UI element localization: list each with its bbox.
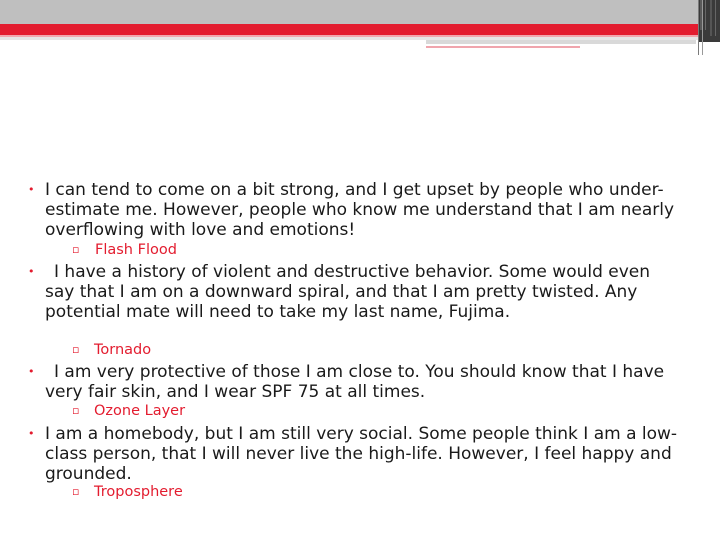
bullet-marker: • xyxy=(28,427,35,440)
corner-stripe xyxy=(705,0,706,30)
header-red-tail xyxy=(426,46,580,48)
bullet-text: I am very protective of those I am close to. You should know that I have very fair skin, and I wear SPF 75 at all times. xyxy=(45,362,665,402)
bullet-item xyxy=(24,180,674,240)
sub-bullet-text: Troposphere xyxy=(94,484,183,500)
sub-bullet-text: Flash Flood xyxy=(95,242,177,258)
corner-line xyxy=(702,0,703,55)
bullet-marker: • xyxy=(28,365,35,378)
header-grey-bar xyxy=(0,0,698,24)
sub-bullet-marker: ▫ xyxy=(72,404,80,417)
bullet-text: I am a homebody, but I am still very social. Some people think I am a low-class person, that I will never live the high-life. However, I feel happy and grounded. xyxy=(45,424,678,484)
header-grey-tail xyxy=(426,40,696,44)
corner-stripe xyxy=(715,0,716,36)
sub-bullet-text: Ozone Layer xyxy=(94,403,186,419)
bullet-marker: • xyxy=(28,183,35,196)
sub-bullet-text: Tornado xyxy=(94,342,152,358)
sub-bullet-marker: ▫ xyxy=(72,485,80,498)
bullet-item xyxy=(24,262,674,322)
sub-bullet-marker: ▫ xyxy=(72,343,80,356)
sub-bullet-marker: ▫ xyxy=(72,243,80,256)
corner-stripe xyxy=(710,0,712,36)
bullet-text: I have a history of violent and destructive behavior. Some would even say that I am on a downward spiral, and that I am pretty twisted. Any potential mate will need to take my last name, Fujima. xyxy=(45,262,651,322)
header-red-bar xyxy=(0,24,698,35)
corner-line xyxy=(698,0,699,55)
bullet-text: I can tend to come on a bit strong, and I get upset by people who under-estimate me. However, people who know me understand that I am nearly overflowing with love and emotions! xyxy=(45,180,675,240)
bullet-marker: • xyxy=(28,265,35,278)
bullet-item xyxy=(24,424,684,484)
bullet-item xyxy=(24,362,684,402)
